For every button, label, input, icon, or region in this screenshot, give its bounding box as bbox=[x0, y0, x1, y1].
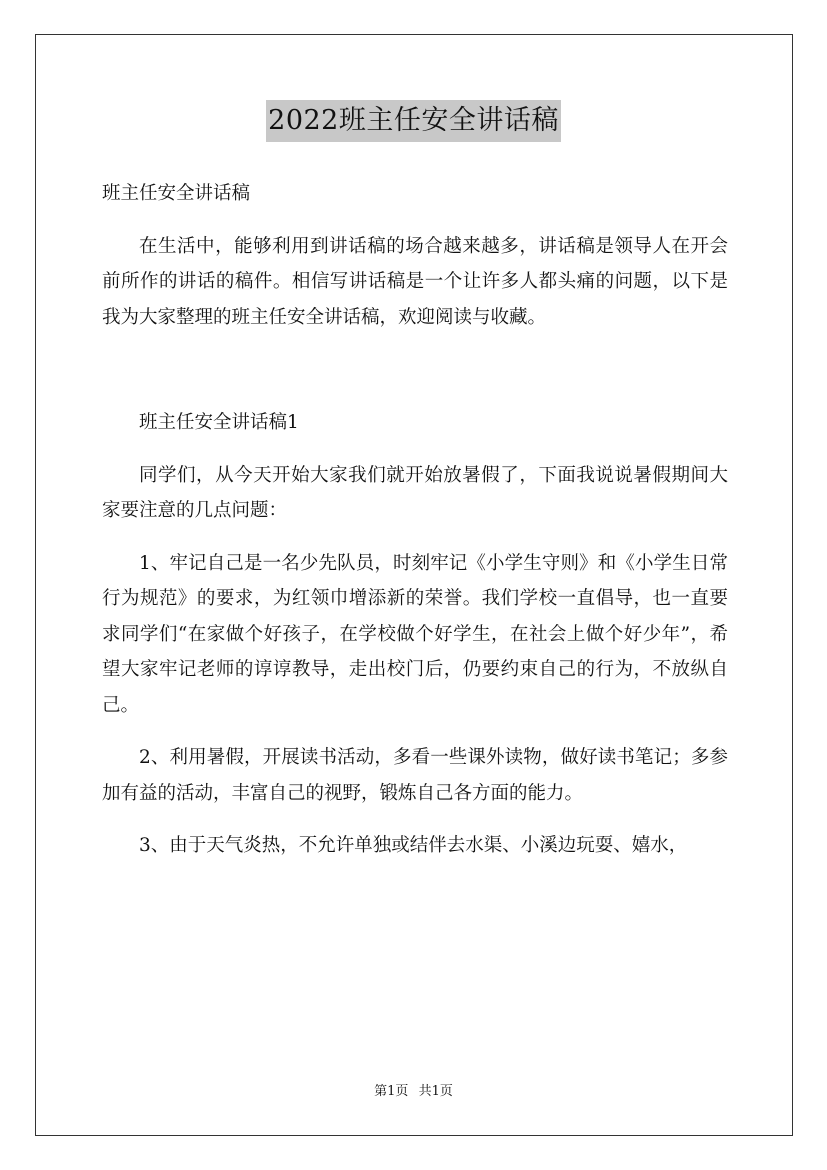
section-heading: 班主任安全讲话稿1 bbox=[139, 412, 299, 433]
body-paragraph: 1、牢记自己是一名少先队员，时刻牢记《小学生守则》和《小学生日常行为规范》的要求，为红领巾增添新的荣誉。我们学校一直倡导，也一直要求同学们“在家做个好孩子，在学校做个好学生，在社会上做个好少年”，希望大家牢记老师的谆谆教导，走出校门后，仍要约束自己的行为，不放纵自己。 bbox=[102, 552, 728, 716]
document-subtitle: 班主任安全讲话稿 bbox=[102, 183, 251, 204]
page-footer bbox=[0, 1083, 827, 1101]
body-paragraph: 3、由于天气炎热，不允许单独或结伴去水渠、小溪边玩耍、嬉水， bbox=[139, 835, 688, 856]
page-number: 第1页 bbox=[374, 1084, 409, 1099]
blank-spacer bbox=[102, 335, 728, 405]
body-paragraph: 2、利用暑假，开展读书活动，多看一些课外读物，做好读书笔记；多参加有益的活动，丰富自己的视野，锻炼自己各方面的能力。 bbox=[102, 747, 728, 804]
page-total: 共1页 bbox=[418, 1084, 453, 1099]
intro-paragraph: 在生活中，能够利用到讲话稿的场合越来越多，讲话稿是领导人在开会前所作的讲话的稿件。相信写讲话稿是一个让许多人都头痛的问题，以下是我为大家整理的班主任安全讲话稿，欢迎阅读与收藏。 bbox=[102, 235, 728, 328]
title-container bbox=[0, 100, 827, 142]
document-body bbox=[102, 176, 728, 864]
body-paragraph: 同学们，从今天开始大家我们就开始放暑假了，下面我说说暑假期间大家要注意的几点问题： bbox=[102, 464, 728, 521]
document-title: 2022班主任安全讲话稿 bbox=[266, 100, 561, 142]
